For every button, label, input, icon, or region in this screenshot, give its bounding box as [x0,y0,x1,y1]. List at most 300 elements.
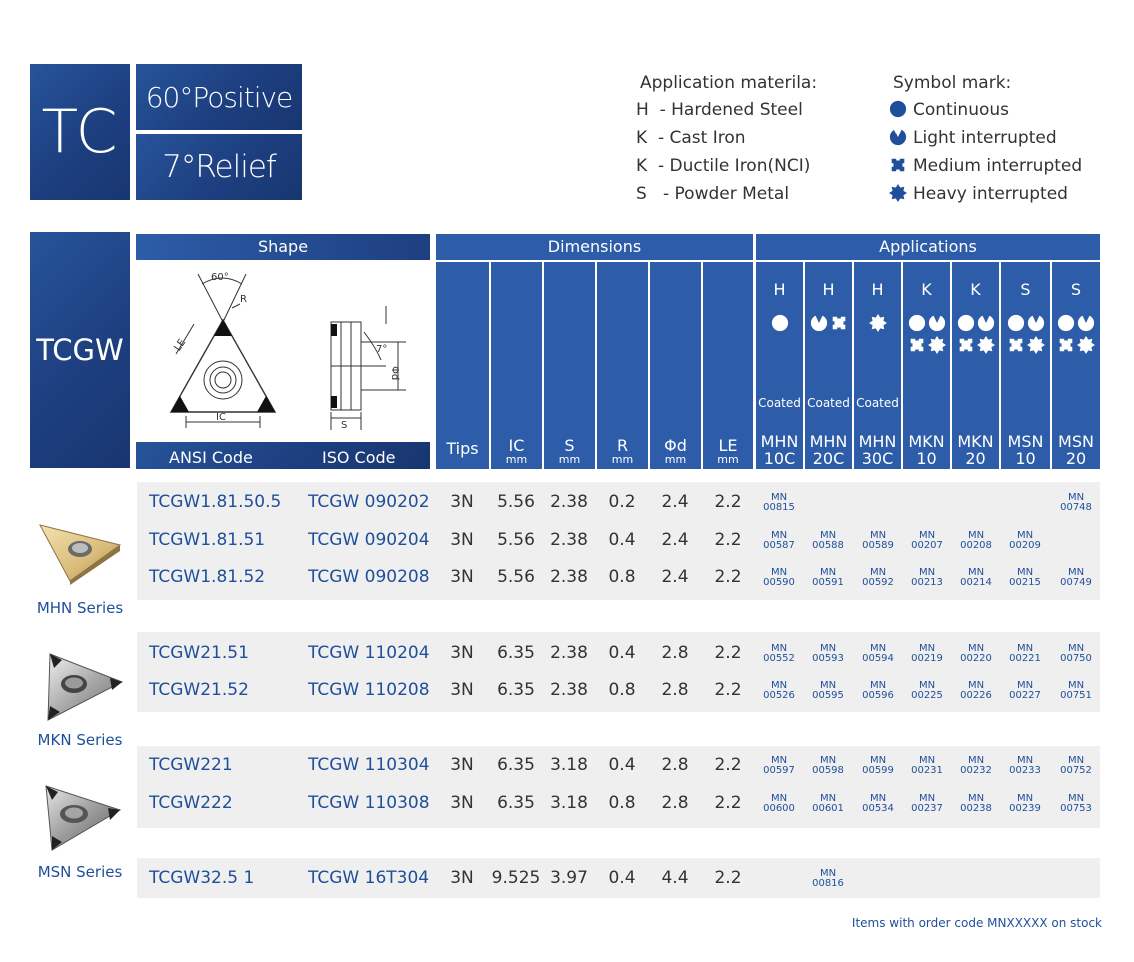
symbol-heavy [889,180,1082,208]
application-symbols [1052,314,1100,358]
order-code-prefix: MN [967,793,985,804]
material-s: S - Powder Metal [636,184,790,204]
svg-text:IC: IC [216,412,226,423]
order-code-number: 00593 [812,653,844,664]
dim-value-ic: 6.35 [497,755,535,775]
order-code-prefix: MN [819,530,837,541]
order-code-prefix: MN [819,643,837,654]
order-code [902,681,952,701]
relief-box [136,134,302,200]
svg-text:LE: LE [172,337,189,354]
medium-interrupted-icon [1007,336,1025,354]
order-code-number: 00748 [1060,502,1092,513]
order-code-prefix: MN [918,680,936,691]
light-interrupted-icon [977,314,995,332]
applications-header: Applications [756,234,1100,260]
ansi-code: TCGW1.81.51 [149,530,266,550]
order-code-prefix: MN [869,755,887,766]
order-code-number: 00816 [812,878,844,889]
dim-value-le: 2.2 [714,492,742,512]
application-coated: Coated [856,396,899,410]
application-symbols [756,314,803,336]
application-grade [756,433,803,467]
order-code-prefix: MN [770,680,788,691]
symbol-legend [893,70,1082,208]
order-code-prefix: MN [1016,755,1034,766]
order-code-prefix: MN [967,643,985,654]
symbol-continuous-label: Continuous [913,100,1010,120]
code-header-bar [136,442,430,469]
order-code-number: 00594 [862,653,894,664]
material-k-ductile: K - Ductile Iron(NCI) [636,156,811,176]
order-code-prefix: MN [967,755,985,766]
dim-value-d: 2.4 [661,492,689,512]
dim-column-label [650,437,701,466]
order-code [1000,531,1050,551]
dim-value-le: 2.2 [714,868,742,888]
ansi-code: TCGW21.51 [149,643,249,663]
order-code-number: 00208 [960,540,992,551]
angle-box [136,64,302,130]
application-material: S [1020,280,1031,299]
symbol-medium [889,152,1082,180]
dim-value-d: 2.8 [661,680,689,700]
order-code [1051,568,1101,588]
iso-code: TCGW 090204 [308,530,430,550]
application-grade-prefix: MKN [957,432,994,451]
order-code [803,644,853,664]
dim-column-name: LE [718,436,738,455]
dim-column-label [703,437,753,466]
order-code [754,681,804,701]
order-code-number: 00232 [960,765,992,776]
application-symbols [1001,314,1050,358]
svg-text:S: S [341,420,348,431]
order-code-number: 00227 [1009,690,1041,701]
dim-value-d: 2.4 [661,567,689,587]
order-code-number: 00597 [763,765,795,776]
light-interrupted-icon [810,314,828,332]
heavy-interrupted-icon [928,336,946,354]
dim-value-s: 3.97 [550,868,588,888]
application-material: S [1070,280,1082,299]
application-material: H [773,280,786,299]
order-code-number: 00587 [763,540,795,551]
symbol-heavy-label: Heavy interrupted [913,184,1068,204]
order-code-prefix: MN [1067,643,1085,654]
order-code-prefix: MN [819,868,837,879]
order-code-prefix: MN [918,643,936,654]
light-interrupted-icon [1027,314,1045,332]
order-code-prefix: MN [869,567,887,578]
dim-value-d: 2.8 [661,793,689,813]
order-code-number: 00600 [763,803,795,814]
dim-value-le: 2.2 [714,755,742,775]
application-grade-prefix: MSN [1058,432,1094,451]
dim-value-r: 0.8 [608,793,636,813]
order-code-number: 00815 [763,502,795,513]
application-grade-suffix: 20C [812,449,845,468]
order-code [951,756,1001,776]
iso-code: TCGW 110208 [308,680,430,700]
application-column-header [854,262,901,469]
order-code-number: 00552 [763,653,795,664]
medium-interrupted-icon [908,336,926,354]
application-column-header [1001,262,1050,469]
application-material: K [921,280,932,299]
iso-code: TCGW 110204 [308,643,430,663]
symbol-medium-label: Medium interrupted [913,156,1083,176]
order-code-number: 00226 [960,690,992,701]
dim-column-label [436,440,489,457]
continuous-icon [889,100,907,118]
order-code [803,531,853,551]
order-code-prefix: MN [1067,492,1085,503]
order-code [754,794,804,814]
order-code [853,794,903,814]
application-grade-suffix: 10C [763,449,796,468]
application-grade [1052,433,1100,467]
dim-column-header [703,262,753,469]
order-code [951,568,1001,588]
order-code-number: 00220 [960,653,992,664]
dim-value-ic: 9.525 [491,868,541,888]
application-grade [1001,433,1050,467]
order-code-prefix: MN [819,755,837,766]
dim-value-r: 0.4 [608,868,636,888]
material-legend [636,70,818,208]
dim-value-r: 0.4 [608,755,636,775]
order-code-number: 00233 [1009,765,1041,776]
application-symbols [952,314,999,358]
dim-column-label [597,437,648,466]
order-code-prefix: MN [869,793,887,804]
application-column-header [805,262,852,469]
order-code [754,568,804,588]
medium-interrupted-icon [889,156,907,174]
continuous-icon [908,314,926,332]
dim-value-tips: 3N [450,793,474,813]
application-grade-suffix: 20 [965,449,986,468]
application-column-header [952,262,999,469]
symbol-legend-title: Symbol mark: [893,73,1012,93]
application-material: H [822,280,835,299]
ansi-code-header: ANSI Code [169,448,253,467]
order-code-number: 00213 [911,577,943,588]
ansi-code: TCGW21.52 [149,680,249,700]
order-code-prefix: MN [1067,755,1085,766]
order-code [902,644,952,664]
dim-value-s: 2.38 [550,567,588,587]
order-code [1051,756,1101,776]
dim-value-ic: 6.35 [497,643,535,663]
order-code-prefix: MN [1067,567,1085,578]
order-code [951,644,1001,664]
dim-column-header [436,262,489,469]
order-code-prefix: MN [1016,530,1034,541]
symbol-light-label: Light interrupted [913,128,1057,148]
order-code [853,681,903,701]
iso-code: TCGW 110304 [308,755,430,775]
order-code-number: 00207 [911,540,943,551]
application-column-header [756,262,803,469]
svg-text:60°: 60° [211,272,229,283]
mhn-insert-image [36,515,126,591]
order-code-number: 00592 [862,577,894,588]
product-code [30,232,130,468]
order-code [902,568,952,588]
order-code-prefix: MN [967,530,985,541]
order-code-number: 00219 [911,653,943,664]
order-code [1051,493,1101,513]
order-code-number: 00534 [862,803,894,814]
dim-value-ic: 5.56 [497,530,535,550]
order-code-prefix: MN [1067,680,1085,691]
series-label-mhn: MHN Series [36,599,124,617]
family-code [30,64,130,200]
order-code-prefix: MN [1016,643,1034,654]
application-grade-suffix: 10 [1015,449,1036,468]
dim-value-s: 3.18 [550,755,588,775]
material-legend-title: Application materila: [640,73,818,93]
application-grade-prefix: MKN [908,432,945,451]
medium-interrupted-icon [1057,336,1075,354]
order-code-prefix: MN [770,567,788,578]
dim-value-s: 2.38 [550,680,588,700]
application-grade [854,433,901,467]
angle-text: 60°Positive [145,80,293,114]
order-code [853,531,903,551]
application-grade [805,433,852,467]
order-code-prefix: MN [1016,567,1034,578]
application-column-header [1052,262,1100,469]
light-interrupted-icon [928,314,946,332]
continuous-icon [1007,314,1025,332]
order-code-number: 00214 [960,577,992,588]
dim-column-unit: mm [505,453,528,466]
application-grade-suffix: 20 [1065,449,1087,468]
dim-value-d: 4.4 [661,868,689,888]
dim-column-header [597,262,648,469]
dim-column-name: S [564,436,575,455]
order-code [803,869,853,889]
order-code-number: 00749 [1060,577,1092,588]
dim-value-s: 2.38 [550,530,588,550]
dim-value-tips: 3N [450,755,474,775]
dim-value-s: 2.38 [550,492,588,512]
order-code [951,681,1001,701]
material-k-cast: K - Cast Iron [636,128,746,148]
application-symbols [854,314,901,336]
order-code-prefix: MN [967,567,985,578]
dim-value-ic: 6.35 [497,680,535,700]
dim-value-r: 0.8 [608,680,636,700]
order-code-prefix: MN [869,643,887,654]
order-code [803,756,853,776]
application-grade-suffix: 30C [861,449,894,468]
dim-value-le: 2.2 [714,567,742,587]
order-code-prefix: MN [770,643,788,654]
insert-geometry-drawing [136,262,430,442]
order-code-number: 00752 [1060,765,1092,776]
order-code-prefix: MN [869,680,887,691]
dim-value-le: 2.2 [714,680,742,700]
material-h: H - Hardened Steel [636,100,803,120]
order-code-number: 00751 [1060,690,1092,701]
order-code-prefix: MN [770,755,788,766]
application-material: K [970,280,981,299]
dim-value-tips: 3N [450,530,474,550]
application-grade-prefix: MHN [809,432,848,451]
dim-column-name: R [616,436,629,455]
ansi-code: TCGW32.5 1 [149,868,255,888]
light-interrupted-icon [889,128,907,146]
order-code-number: 00588 [812,540,844,551]
order-code [754,531,804,551]
order-code-number: 00238 [960,803,992,814]
dim-value-ic: 5.56 [497,492,535,512]
order-code-number: 00590 [763,577,795,588]
medium-interrupted-icon [957,336,975,354]
order-code [902,794,952,814]
order-code [803,568,853,588]
ansi-code: TCGW221 [149,755,233,775]
application-coated: Coated [758,396,801,410]
application-grade [952,433,999,467]
continuous-icon [957,314,975,332]
iso-code-header: ISO Code [322,448,396,467]
order-code-number: 00589 [862,540,894,551]
application-symbols [903,314,950,358]
application-material: H [871,280,884,299]
relief-text: 7°Relief [162,149,276,185]
order-code-prefix: MN [967,680,985,691]
shape-diagram [136,262,430,442]
order-code [1000,756,1050,776]
family-code-text: TC [41,97,119,167]
order-code-prefix: MN [819,567,837,578]
symbol-continuous [889,96,1082,124]
dim-value-r: 0.4 [608,530,636,550]
dim-value-r: 0.8 [608,567,636,587]
dim-column-unit: mm [558,453,581,466]
order-code [853,756,903,776]
order-code [902,531,952,551]
order-code [853,568,903,588]
order-code-number: 00750 [1060,653,1092,664]
order-code [803,681,853,701]
dim-value-s: 2.38 [550,643,588,663]
order-code [754,493,804,513]
heavy-interrupted-icon [889,184,907,202]
order-code [1051,681,1101,701]
order-code-prefix: MN [770,793,788,804]
dim-column-label [491,437,542,466]
symbol-light [889,124,1082,152]
order-code [951,531,1001,551]
application-grade-prefix: MSN [1007,432,1044,451]
order-code-prefix: MN [819,680,837,691]
product-code-text: TCGW [36,333,124,367]
order-code [1051,794,1101,814]
order-code [803,794,853,814]
dim-column-unit: mm [611,453,634,466]
dim-value-d: 2.4 [661,530,689,550]
dim-column-name: Φd [664,436,687,455]
msn-insert-image [36,780,126,860]
dim-column-header [544,262,595,469]
order-code-prefix: MN [1016,680,1034,691]
order-code [853,644,903,664]
heavy-interrupted-icon [869,314,887,332]
dim-column-name: IC [508,436,525,455]
order-code-prefix: MN [1016,793,1034,804]
dim-value-d: 2.8 [661,643,689,663]
dim-column-name: Tips [446,439,479,458]
continuous-icon [1057,314,1075,332]
dim-value-s: 3.18 [550,793,588,813]
dim-column-unit: mm [664,453,687,466]
mkn-insert-image [36,650,126,730]
dim-value-le: 2.2 [714,643,742,663]
dimensions-header: Dimensions [436,234,753,260]
stock-note: Items with order code MNXXXXX on stock [851,916,1102,930]
order-code [1000,794,1050,814]
order-code-number: 00595 [812,690,844,701]
iso-code: TCGW 110308 [308,793,430,813]
order-code-number: 00237 [911,803,943,814]
order-code-number: 00598 [812,765,844,776]
ansi-code: TCGW1.81.50.5 [149,492,282,512]
dim-value-d: 2.8 [661,755,689,775]
heavy-interrupted-icon [1077,336,1095,354]
application-grade-suffix: 10 [916,449,937,468]
order-code [754,756,804,776]
order-code-prefix: MN [918,793,936,804]
order-code [754,644,804,664]
iso-code: TCGW 090208 [308,567,430,587]
order-code-number: 00526 [763,690,795,701]
svg-text:7°: 7° [376,344,388,355]
order-code [1000,644,1050,664]
order-code-number: 00225 [911,690,943,701]
dim-column-label [544,437,595,466]
svg-text:R: R [240,294,247,305]
order-code-number: 00239 [1009,803,1041,814]
light-interrupted-icon [1077,314,1095,332]
medium-interrupted-icon [830,314,848,332]
shape-header: Shape [136,234,430,260]
continuous-icon [771,314,789,332]
order-code-prefix: MN [819,793,837,804]
dim-value-r: 0.4 [608,643,636,663]
application-grade-prefix: MHN [760,432,799,451]
iso-code: TCGW 090202 [308,492,430,512]
heavy-interrupted-icon [977,336,995,354]
order-code-number: 00215 [1009,577,1041,588]
order-code-number: 00209 [1009,540,1041,551]
dim-column-unit: mm [717,453,739,466]
order-code [902,756,952,776]
application-column-header [903,262,950,469]
dim-value-tips: 3N [450,492,474,512]
ansi-code: TCGW1.81.52 [149,567,266,587]
application-symbols [805,314,852,336]
application-coated: Coated [807,396,850,410]
ansi-code: TCGW222 [149,793,233,813]
order-code [1051,644,1101,664]
dim-column-header [491,262,542,469]
